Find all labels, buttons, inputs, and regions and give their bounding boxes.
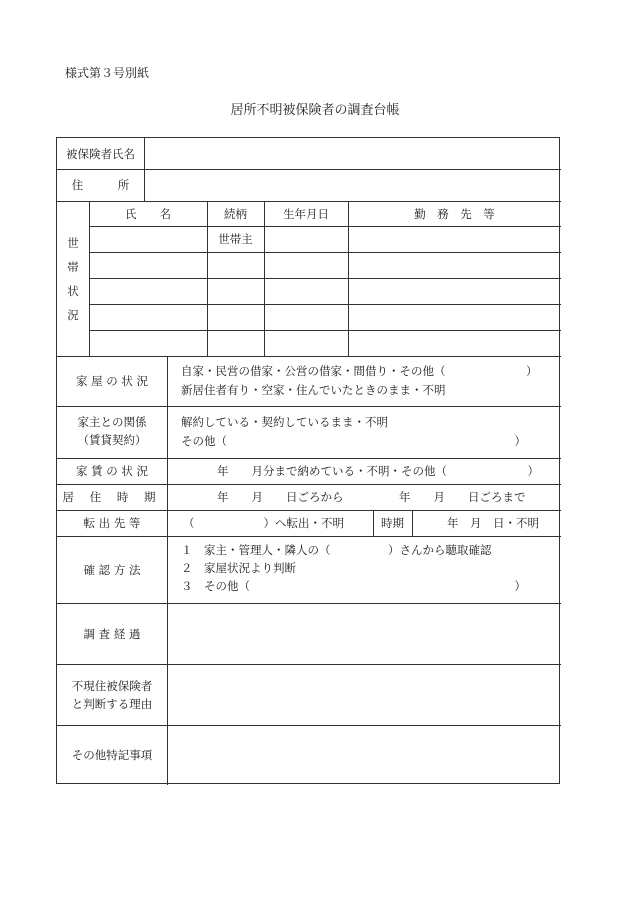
landlord-label-line2: （賃貸契約） [77, 433, 147, 447]
household-label-char: 世 [67, 235, 79, 250]
household-header-birthdate: 生年月日 [283, 206, 329, 221]
insured-name-label: 被保険者氏名 [66, 146, 135, 161]
address-label [57, 169, 144, 201]
household-member-birth-field[interactable] [265, 227, 348, 252]
household-label-char: 状 [67, 283, 79, 298]
moved-destination-label: 転 出 先 等 [83, 516, 141, 530]
landlord-relation-label [57, 406, 167, 458]
landlord-options-line2: その他（ ） [181, 434, 526, 448]
household-head-relation: 世帯主 [218, 232, 253, 246]
household-header-relation: 続柄 [224, 206, 247, 221]
housing-status-label: 家 屋 の 状 況 [75, 374, 149, 388]
landlord-options-line1: 解約している・契約しているまま・不明 [181, 415, 388, 429]
address-field[interactable] [145, 169, 561, 201]
household-member-work-field[interactable] [349, 227, 561, 252]
rent-status-label: 家 賃 の 状 況 [75, 464, 149, 478]
reason-label-line1: 不現住被保険者 [71, 679, 153, 693]
residence-to: 年 月 日ごろまで [399, 490, 526, 504]
housing-options-line2: 新居住者有り・空家・住んでいたときのまま・不明 [181, 383, 446, 397]
investigation-progress-field[interactable] [168, 604, 561, 664]
household-status-label [57, 201, 89, 356]
confirm-option-3: ３ その他（ ） [181, 579, 526, 593]
household-label-char: 況 [67, 307, 79, 322]
other-notes-label: その他特記事項 [71, 747, 153, 762]
investigation-progress-label: 調 査 経 過 [83, 626, 141, 641]
housing-options-line1: 自家・民営の借家・公営の借家・間借り・その他（ ） [181, 364, 538, 378]
survey-ledger-form [56, 137, 560, 784]
address-label-text: 住 所 [71, 178, 130, 192]
household-member-name-field[interactable] [90, 227, 207, 252]
confirm-option-1: １ 家主・管理人・隣人の（ ）さんから聴取確認 [181, 543, 492, 557]
moved-time-label: 時期 [381, 516, 404, 530]
rent-status-value: 年 月分まで納めている・不明・その他（ ） [217, 464, 539, 478]
household-label-char: 帯 [67, 259, 79, 274]
reason-label-line2: と判断する理由 [71, 697, 153, 711]
document-title: 居所不明被保険者の調査台帳 [230, 103, 400, 118]
moved-time-value: 年 月 日・不明 [447, 516, 539, 530]
nonresident-reason-field[interactable] [168, 665, 561, 725]
form-id: 様式第３号別紙 [65, 66, 150, 80]
other-notes-field[interactable] [168, 726, 561, 784]
residence-from: 年 月 日ごろから [217, 490, 344, 504]
nonresident-reason-label [57, 664, 167, 725]
confirm-option-2: ２ 家屋状況より判断 [181, 561, 296, 575]
household-header-workplace: 勤 務 先 等 [414, 206, 495, 221]
household-header-name: 氏 名 [125, 206, 171, 221]
confirmation-method-label: 確 認 方 法 [83, 562, 141, 577]
residence-period-label: 居 住 時 期 [62, 490, 162, 504]
moved-destination-value: （ ）へ転出・不明 [183, 516, 344, 530]
insured-name-field[interactable] [145, 138, 561, 169]
landlord-label-line1: 家主との関係 [77, 415, 147, 429]
